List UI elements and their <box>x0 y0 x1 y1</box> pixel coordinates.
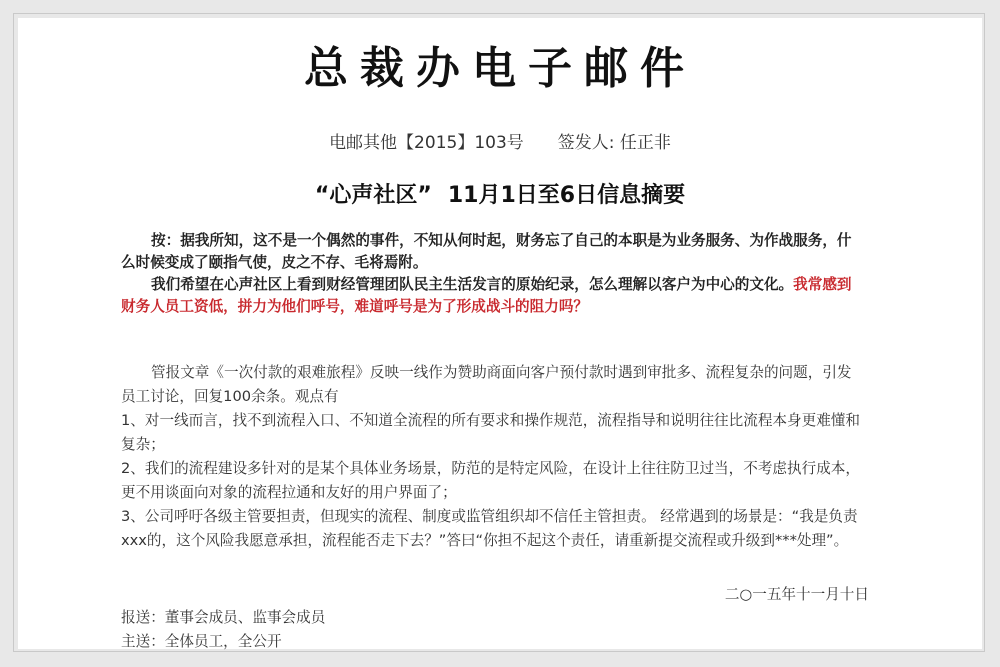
send-to: 主送：全体员工，全公开 <box>121 633 282 650</box>
document-subtitle <box>18 178 982 209</box>
body-intro: 管报文章《一次付款的艰难旅程》反映一线作为赞助商面向客户预付款时遇到审批多、流程复杂的问题，引发员工讨论，回复100余条。观点有 <box>121 364 852 405</box>
subtitle-period: 11月1日至6日信息摘要 <box>447 183 686 208</box>
issuer: 签发人: 任正非 <box>557 133 671 153</box>
editor-note <box>121 230 861 318</box>
point-2: 2、我们的流程建设多针对的是某个具体业务场景，防范的是特定风险，在设计上往往防卫过当，不考虑执行成本，更不用谈面向对象的流程拉通和友好的用户界面了； <box>121 460 860 501</box>
subtitle-source: “心声社区” <box>314 183 432 208</box>
note-highlight: 我常感到财务人员工资低，拼力为他们呼号，难道呼号是为了形成战斗的阻力吗？ <box>121 276 852 315</box>
summary-body <box>121 361 866 553</box>
note-text: 我们希望在心声社区上看到财经管理团队民主生活发言的原始纪录，怎么理解以客户为中心的文化。 <box>151 276 794 293</box>
report-to: 报送：董事会成员、监事会成员 <box>121 609 326 626</box>
note-paragraph-2 <box>121 274 861 318</box>
email-document <box>18 18 982 649</box>
document-meta <box>18 128 982 153</box>
document-date: 二○一五年十一月十日 <box>724 586 869 603</box>
document-title: 总裁办电子邮件 <box>304 43 696 94</box>
distribution <box>121 606 325 654</box>
point-1: 1、对一线而言，找不到流程入口、不知道全流程的所有要求和操作规范，流程指导和说明往往比流程本身更难懂和复杂； <box>121 412 860 453</box>
document-number: 电邮其他【2015】103号 <box>329 133 524 153</box>
note-paragraph-1: 按：据我所知，这不是一个偶然的事件，不知从何时起，财务忘了自己的本职是为业务服务、为作战服务，什么时候变成了颐指气使，皮之不存、毛将焉附。 <box>121 232 852 271</box>
point-3: 3、公司呼吁各级主管要担责，但现实的流程、制度或监管组织却不信任主管担责。 经常遇到的场景是：“我是负责xxx的，这个风险我愿意承担，流程能否走下去？”答曰“你担不起这个责任，请重新提交流程或升级到***处理”。 <box>121 508 858 549</box>
